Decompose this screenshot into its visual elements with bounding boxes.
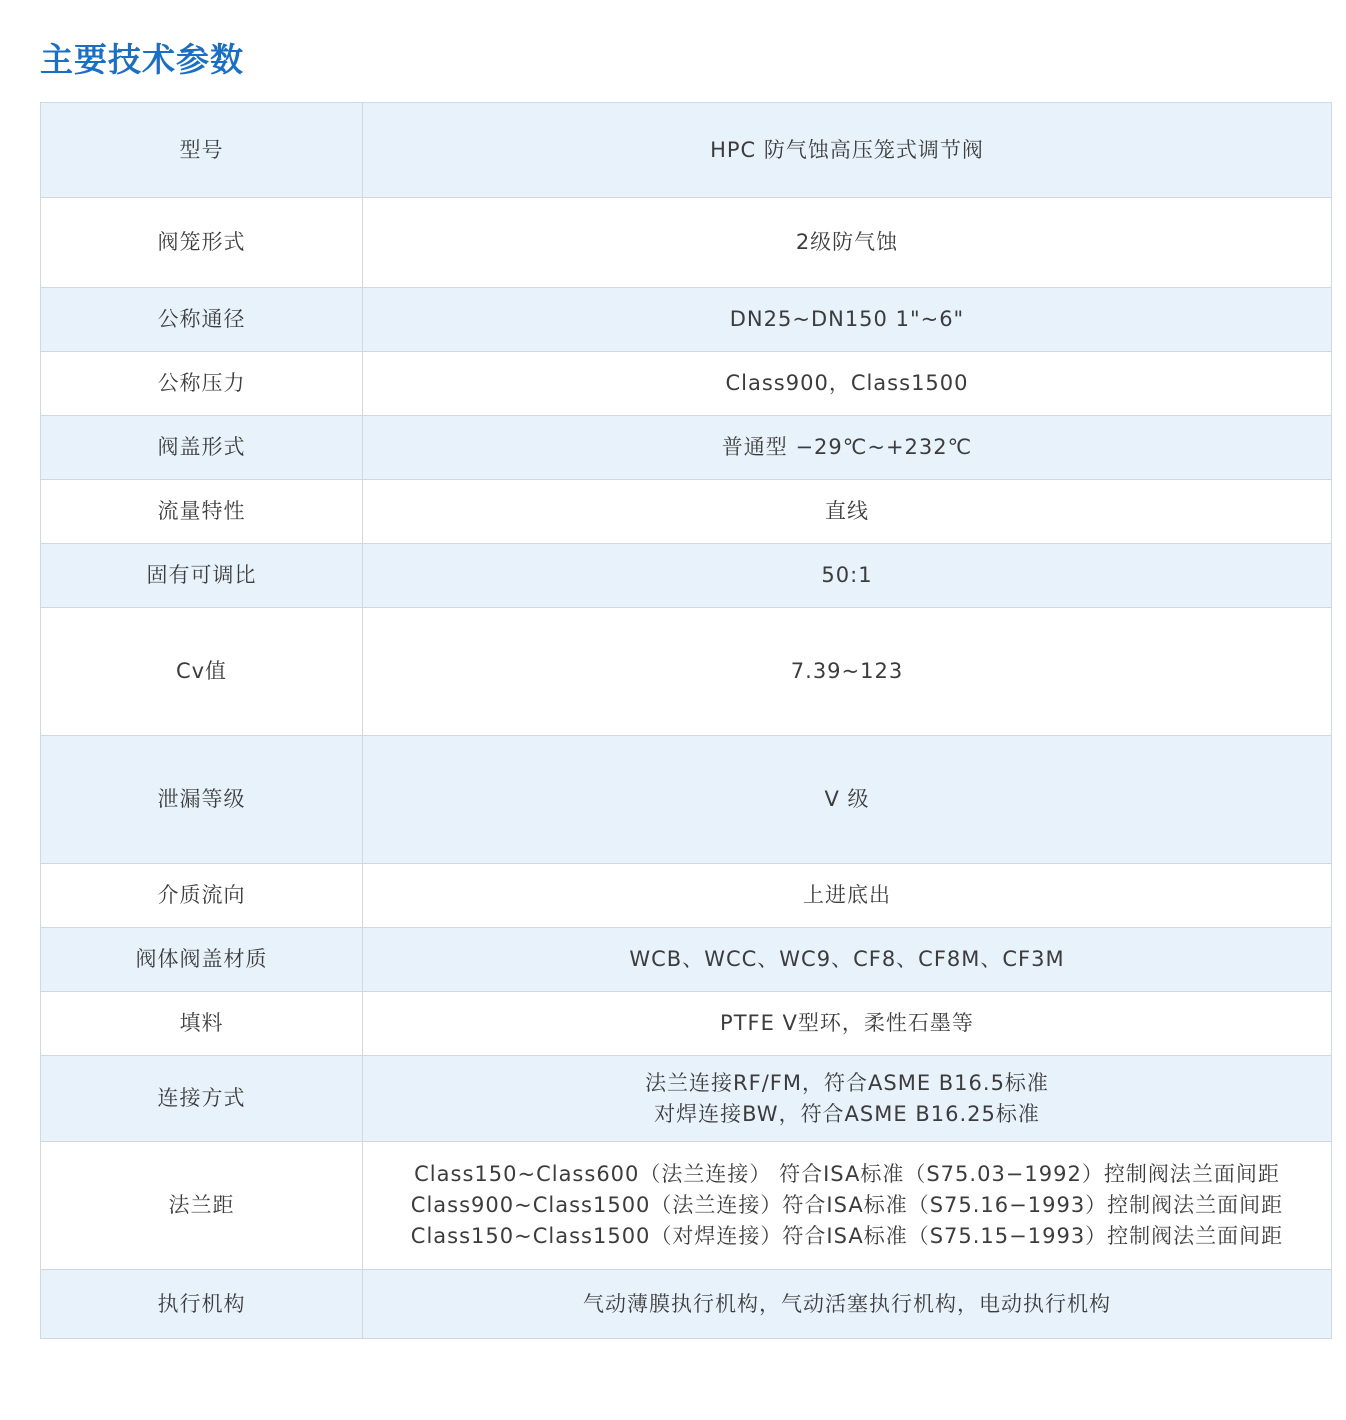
row-value: 7.39~123 bbox=[363, 608, 1332, 736]
row-actuator bbox=[41, 1270, 1332, 1339]
row-label: 阀体阀盖材质 bbox=[41, 928, 363, 992]
row-cv-value bbox=[41, 608, 1332, 736]
page-title: 主要技术参数 bbox=[40, 40, 244, 79]
row-value: 50:1 bbox=[363, 544, 1332, 608]
row-leakage-class bbox=[41, 736, 1332, 864]
row-label: 固有可调比 bbox=[41, 544, 363, 608]
row-value bbox=[363, 1056, 1332, 1142]
row-label: 填料 bbox=[41, 992, 363, 1056]
row-label: 执行机构 bbox=[41, 1270, 363, 1339]
row-value: 普通型 −29℃~+232℃ bbox=[363, 416, 1332, 480]
row-label: 泄漏等级 bbox=[41, 736, 363, 864]
row-bonnet-type bbox=[41, 416, 1332, 480]
row-flow-characteristic bbox=[41, 480, 1332, 544]
row-value-line: Class150~Class600（法兰连接） 符合ISA标准（S75.03−1992）控制阀法兰面间距 bbox=[414, 1162, 1280, 1186]
row-nominal-pressure bbox=[41, 352, 1332, 416]
spec-table-body bbox=[41, 103, 1332, 1339]
row-body-material bbox=[41, 928, 1332, 992]
row-value: 2级防气蚀 bbox=[363, 198, 1332, 288]
row-face-to-face bbox=[41, 1142, 1332, 1270]
row-label: 公称压力 bbox=[41, 352, 363, 416]
row-value: HPC 防气蚀高压笼式调节阀 bbox=[363, 103, 1332, 198]
row-label: Cv值 bbox=[41, 608, 363, 736]
row-cage-type bbox=[41, 198, 1332, 288]
row-value-line: 对焊连接BW，符合ASME B16.25标准 bbox=[654, 1101, 1040, 1126]
row-nominal-diameter bbox=[41, 288, 1332, 352]
row-value: 气动薄膜执行机构，气动活塞执行机构，电动执行机构 bbox=[363, 1270, 1332, 1339]
row-packing bbox=[41, 992, 1332, 1056]
row-label: 介质流向 bbox=[41, 864, 363, 928]
row-value: 上进底出 bbox=[363, 864, 1332, 928]
row-connection-type bbox=[41, 1056, 1332, 1142]
spec-table bbox=[40, 102, 1332, 1339]
row-value-line: Class900~Class1500（法兰连接）符合ISA标准（S75.16−1993）控制阀法兰面间距 bbox=[410, 1193, 1284, 1217]
row-value bbox=[363, 1142, 1332, 1270]
row-rangeability bbox=[41, 544, 1332, 608]
row-value: DN25~DN150 1"~6" bbox=[363, 288, 1332, 352]
row-label: 阀笼形式 bbox=[41, 198, 363, 288]
row-value: V 级 bbox=[363, 736, 1332, 864]
row-value-line: 法兰连接RF/FM，符合ASME B16.5标准 bbox=[645, 1070, 1049, 1095]
row-label: 公称通径 bbox=[41, 288, 363, 352]
row-model bbox=[41, 103, 1332, 198]
row-label: 流量特性 bbox=[41, 480, 363, 544]
row-value: 直线 bbox=[363, 480, 1332, 544]
row-value-line: Class150~Class1500（对焊连接）符合ISA标准（S75.15−1993）控制阀法兰面间距 bbox=[410, 1224, 1284, 1248]
row-label: 连接方式 bbox=[41, 1056, 363, 1142]
row-label: 法兰距 bbox=[41, 1142, 363, 1270]
row-value: WCB、WCC、WC9、CF8、CF8M、CF3M bbox=[363, 928, 1332, 992]
row-value: PTFE V型环，柔性石墨等 bbox=[363, 992, 1332, 1056]
row-label: 阀盖形式 bbox=[41, 416, 363, 480]
row-value: Class900，Class1500 bbox=[363, 352, 1332, 416]
row-flow-direction bbox=[41, 864, 1332, 928]
row-label: 型号 bbox=[41, 103, 363, 198]
